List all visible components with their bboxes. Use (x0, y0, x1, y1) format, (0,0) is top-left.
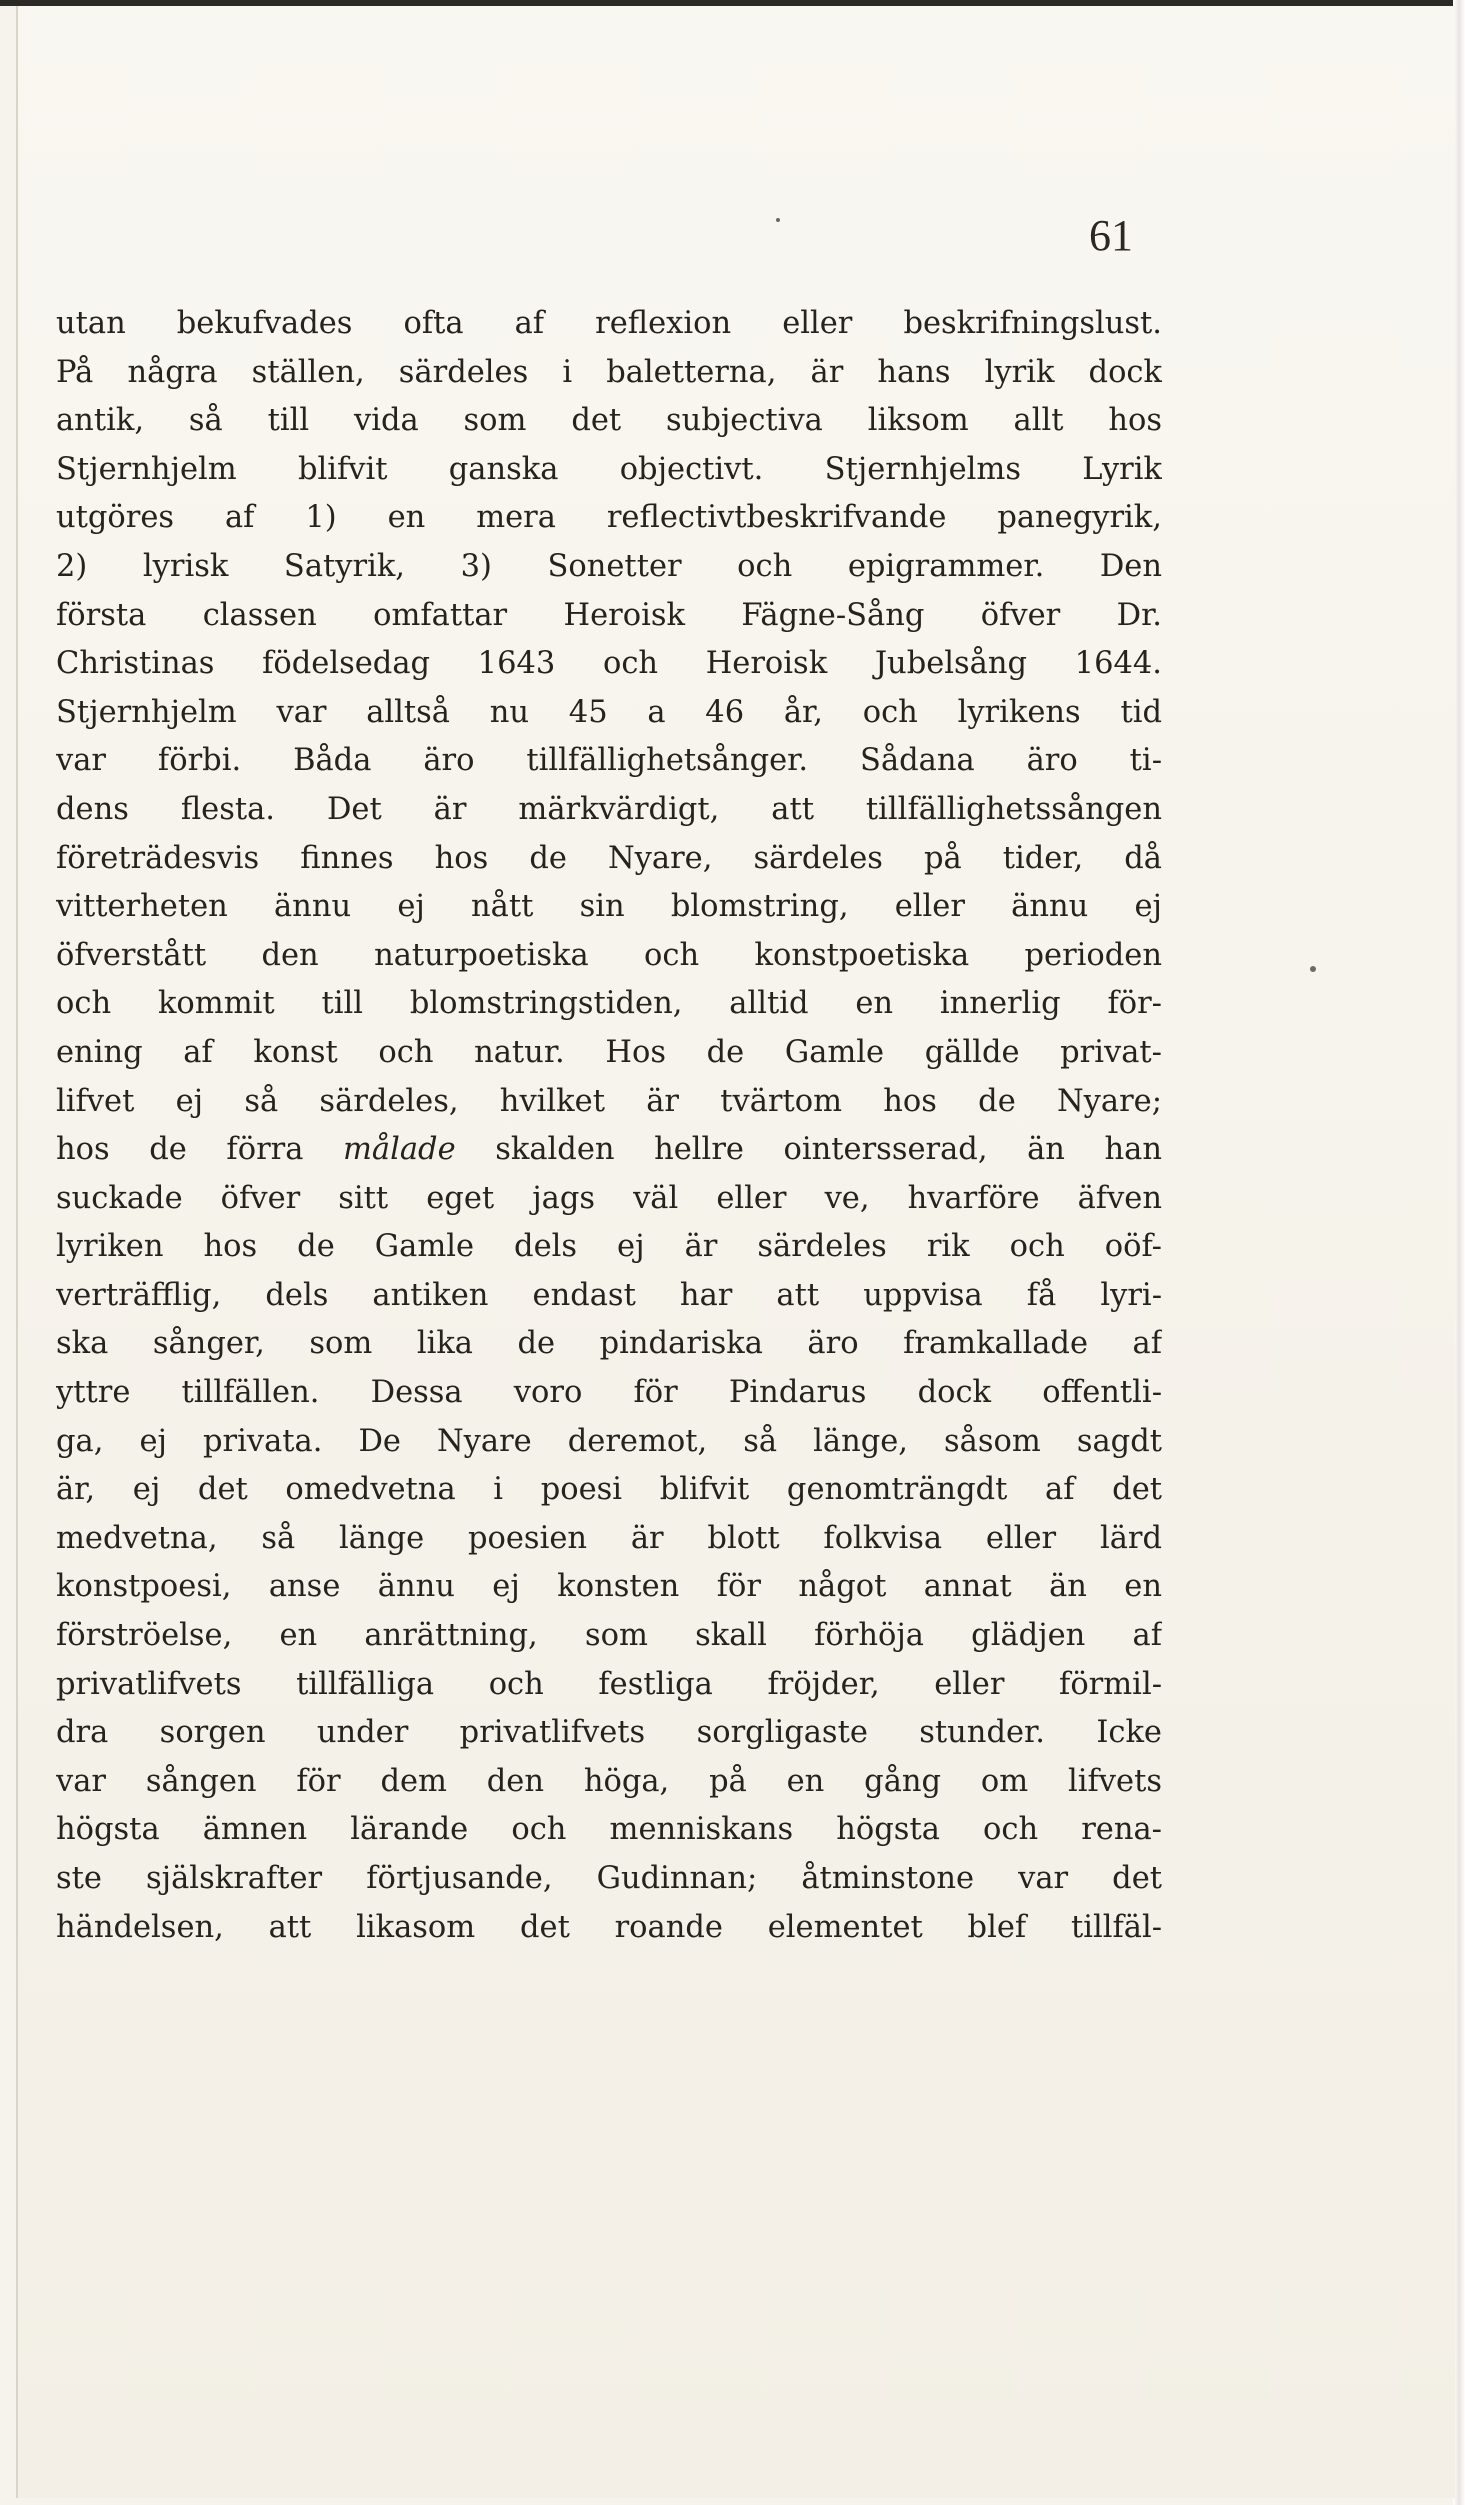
text-line: konstpoesi, anse ännu ej konsten för något annat än en (56, 1569, 1162, 1605)
ink-speck (776, 218, 780, 222)
text-line: händelsen, att likasom det roande elementet blef tillfäl- (56, 1909, 1162, 1945)
text-line: högsta ämnen lärande och menniskans högsta och rena- (56, 1812, 1162, 1848)
ink-speck (1310, 966, 1316, 972)
text-line: ening af konst och natur. Hos de Gamle gällde privat- (56, 1034, 1162, 1070)
text-line: 2) lyrisk Satyrik, 3) Sonetter och epigrammer. Den (56, 548, 1162, 584)
body-text (56, 300, 1162, 1952)
text-line: öfverstått den naturpoetiska och konstpoetiska perioden (56, 937, 1162, 973)
text-line: förströelse, en anrättning, som skall förhöja glädjen af (56, 1618, 1162, 1654)
text-line: privatlifvets tillfälliga och festliga fröjder, eller förmil- (56, 1666, 1162, 1702)
text-line: var förbi. Båda äro tillfällighetsånger. Sådana äro ti- (56, 743, 1162, 779)
text-line: och kommit till blomstringstiden, alltid en innerlig för- (56, 986, 1162, 1022)
emphasized-word: målade (343, 1132, 456, 1168)
text-line: utan bekufvades ofta af reflexion eller beskrifningslust. (56, 306, 1162, 341)
text-line: medvetna, så länge poesien är blott folkvisa eller lärd (56, 1520, 1162, 1556)
text-line: företrädesvis finnes hos de Nyare, särdeles på tider, då (56, 840, 1162, 876)
text-line: dra sorgen under privatlifvets sorgligaste stunder. Icke (56, 1715, 1162, 1751)
text-line: På några ställen, särdeles i baletterna, är hans lyrik dock (56, 354, 1162, 390)
text-line: Christinas födelsedag 1643 och Heroisk Jubelsång 1644. (56, 646, 1162, 682)
text-line: dens flesta. Det är märkvärdigt, att tillfällighetssången (56, 791, 1162, 827)
text-line: ska sånger, som lika de pindariska äro framkallade af (56, 1326, 1162, 1362)
text-line: suckade öfver sitt eget jags väl eller ve, hvarföre äfven (56, 1180, 1162, 1216)
text-line: första classen omfattar Heroisk Fägne-Sång öfver Dr. (56, 597, 1162, 633)
text-line: Stjernhjelm blifvit ganska objectivt. Stjernhjelms Lyrik (56, 451, 1162, 487)
text-line: vitterheten ännu ej nått sin blomstring, eller ännu ej (56, 889, 1162, 925)
text-line: yttre tillfällen. Dessa voro för Pindarus dock offentli- (56, 1375, 1162, 1411)
text-line: lifvet ej så särdeles, hvilket är tvärtom hos de Nyare; (56, 1083, 1162, 1119)
text-line: utgöres af 1) en mera reflectivtbeskrifvande panegyrik, (56, 500, 1162, 536)
text-line: ste själskrafter förtjusande, Gudinnan; åtminstone var det (56, 1861, 1162, 1896)
text-line: är, ej det omedvetna i poesi blifvit genomträngdt af det (56, 1472, 1162, 1508)
text-line: hos de förra målade skalden hellre ointersserad, än han (56, 1132, 1162, 1168)
text-line: antik, så till vida som det subjectiva liksom allt hos (56, 403, 1162, 439)
text-line: lyriken hos de Gamle dels ej är särdeles rik och oöf- (56, 1229, 1162, 1265)
page-number: 61 (1089, 211, 1133, 260)
text-line: var sången för dem den höga, på en gång om lifvets (56, 1763, 1162, 1799)
text-line: Stjernhjelm var alltså nu 45 a 46 år, och lyrikens tid (56, 694, 1162, 730)
text-line: ga, ej privata. De Nyare deremot, så länge, såsom sagdt (56, 1423, 1162, 1459)
text-line: verträfflig, dels antiken endast har att uppvisa få lyri- (56, 1277, 1162, 1313)
